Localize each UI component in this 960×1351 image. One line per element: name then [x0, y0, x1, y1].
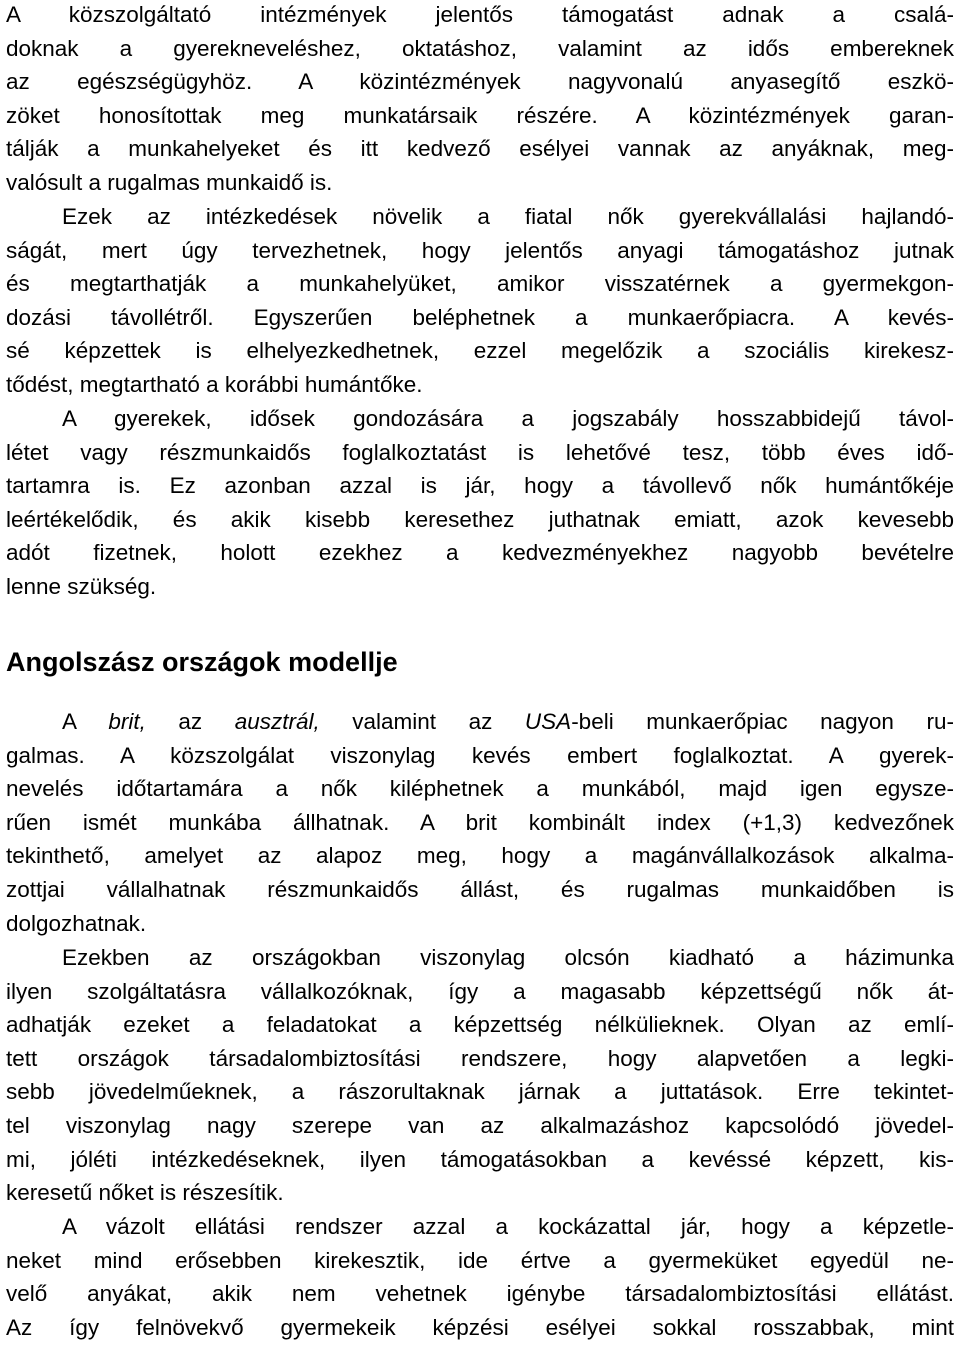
- text-run: valamint az: [319, 709, 525, 734]
- paragraph-2: [6, 200, 954, 402]
- text-line: dolgozhatnak.: [6, 910, 147, 936]
- text-line: sebb jövedelműeknek, a rászorultaknak járnak a juttatások. Erre tekintet-: [6, 1079, 954, 1105]
- text-line: zottjai vállalhatnak részmunkaidős állást, és rugalmas munkaidőben is: [6, 876, 954, 902]
- text-line: neket mind erősebben kirekesztik, ide értve a gyermeküket egyedül ne-: [6, 1247, 954, 1273]
- italic-run: USA: [524, 709, 572, 734]
- paragraph-6: [6, 1210, 954, 1344]
- text-line: [6, 705, 954, 739]
- text-line: velő anyákat, akik nem vehetnek igénybe társadalombiztosítási ellátást.: [6, 1281, 954, 1307]
- text-line: tekinthető, amelyet az alapoz meg, hogy a magánvállalkozások alkalma-: [6, 843, 954, 869]
- text-line: adhatják ezeket a feladatokat a képzettség nélkülieknek. Olyan az emlí-: [6, 1012, 954, 1038]
- text-line: valósult a rugalmas munkaidő is.: [6, 169, 333, 195]
- italic-run: brit,: [108, 709, 146, 734]
- text-line: leértékelődik, és akik kisebb keresethez juthatnak emiatt, azok kevesebb: [6, 506, 954, 532]
- text-line: keresetű nőket is részesítik.: [6, 1180, 284, 1206]
- text-line: sé képzettek is elhelyezkedhetnek, ezzel megelőzik a szociális kirekesz-: [6, 338, 954, 364]
- text-line: tálják a munkahelyeket és itt kedvező esélyei vannak az anyáknak, meg-: [6, 136, 954, 162]
- text-line: A gyerekek, idősek gondozására a jogszabály hosszabbidejű távol-: [62, 406, 954, 431]
- text-line: galmas. A közszolgálat viszonylag kevés embert foglalkoztat. A gyerek-: [6, 742, 954, 768]
- text-line: ilyen szolgáltatásra vállalkozóknak, így a magasabb képzettségű nők át-: [6, 978, 954, 1004]
- italic-run: ausztrál,: [234, 709, 320, 734]
- text-line: lenne szükség.: [6, 573, 157, 599]
- text-line: ságát, mert úgy tervezhetnek, hogy jelentős anyagi támogatáshoz jutnak: [6, 237, 954, 263]
- text-line: zöket honosítottak meg munkatársaik részére. A közintézmények garan-: [6, 102, 954, 128]
- text-line: doknak a gyerekneveléshez, oktatáshoz, valamint az idős embereknek: [6, 35, 954, 61]
- text-line: Az így felnövekvő gyermekeik képzési esélyei sokkal rosszabbak, mint: [6, 1314, 954, 1340]
- text-line: Ezekben az országokban viszonylag olcsón kiadható a házimunka: [62, 945, 954, 970]
- text-line: az egészségügyhöz. A közintézmények nagyvonalú anyasegítő eszkö-: [6, 69, 954, 95]
- text-line: tartamra is. Ez azonban azzal is jár, hogy a távollevő nők humántőkéje: [6, 473, 954, 499]
- text-line: A vázolt ellátási rendszer azzal a kockázattal jár, hogy a képzetle-: [62, 1214, 954, 1239]
- section-heading: Angolszász országok modellje: [6, 647, 398, 677]
- paragraph-4: [6, 705, 954, 940]
- text-line: adót fizetnek, holott ezekhez a kedvezményekhez nagyobb bevételre: [6, 540, 954, 566]
- paragraph-5: [6, 941, 954, 1210]
- text-line: és megtarthatják a munkahelyüket, amikor visszatérnek a gyermekgon-: [6, 271, 954, 297]
- text-line: tődést, megtartható a korábbi humántőke.: [6, 371, 423, 397]
- paragraph-intro: [6, 0, 954, 200]
- text-run: -beli munkaerőpiac nagyon ru-: [571, 709, 954, 734]
- text-line: tett országok társadalombiztosítási rendszere, hogy alapvetően a legki-: [6, 1045, 954, 1071]
- text-run: A: [62, 709, 109, 734]
- text-line: rűen ismét munkába állhatnak. A brit kombinált index (+1,3) kedvezőnek: [6, 809, 954, 835]
- text-line: létet vagy részmunkaidős foglalkoztatást is lehetővé tesz, több éves idő-: [6, 439, 954, 465]
- text-line: mi, jóléti intézkedéseknek, ilyen támogatásokban a kevéssé képzett, kis-: [6, 1146, 954, 1172]
- text-line: Ezek az intézkedések növelik a fiatal nők gyerekvállalási hajlandó-: [62, 204, 954, 229]
- paragraph-3: [6, 402, 954, 604]
- text-run: az: [145, 709, 235, 734]
- text-line: tel viszonylag nagy szerepe van az alkalmazáshoz kapcsolódó jövedel-: [6, 1112, 954, 1138]
- text-line: nevelés időtartamára a nők kiléphetnek a munkából, majd igen egysze-: [6, 776, 954, 802]
- text-line: A közszolgáltató intézmények jelentős támogatást adnak a csalá-: [6, 2, 954, 27]
- text-line: dozási távollétről. Egyszerűen beléphetnek a munkaerőpiacra. A kevés-: [6, 304, 954, 330]
